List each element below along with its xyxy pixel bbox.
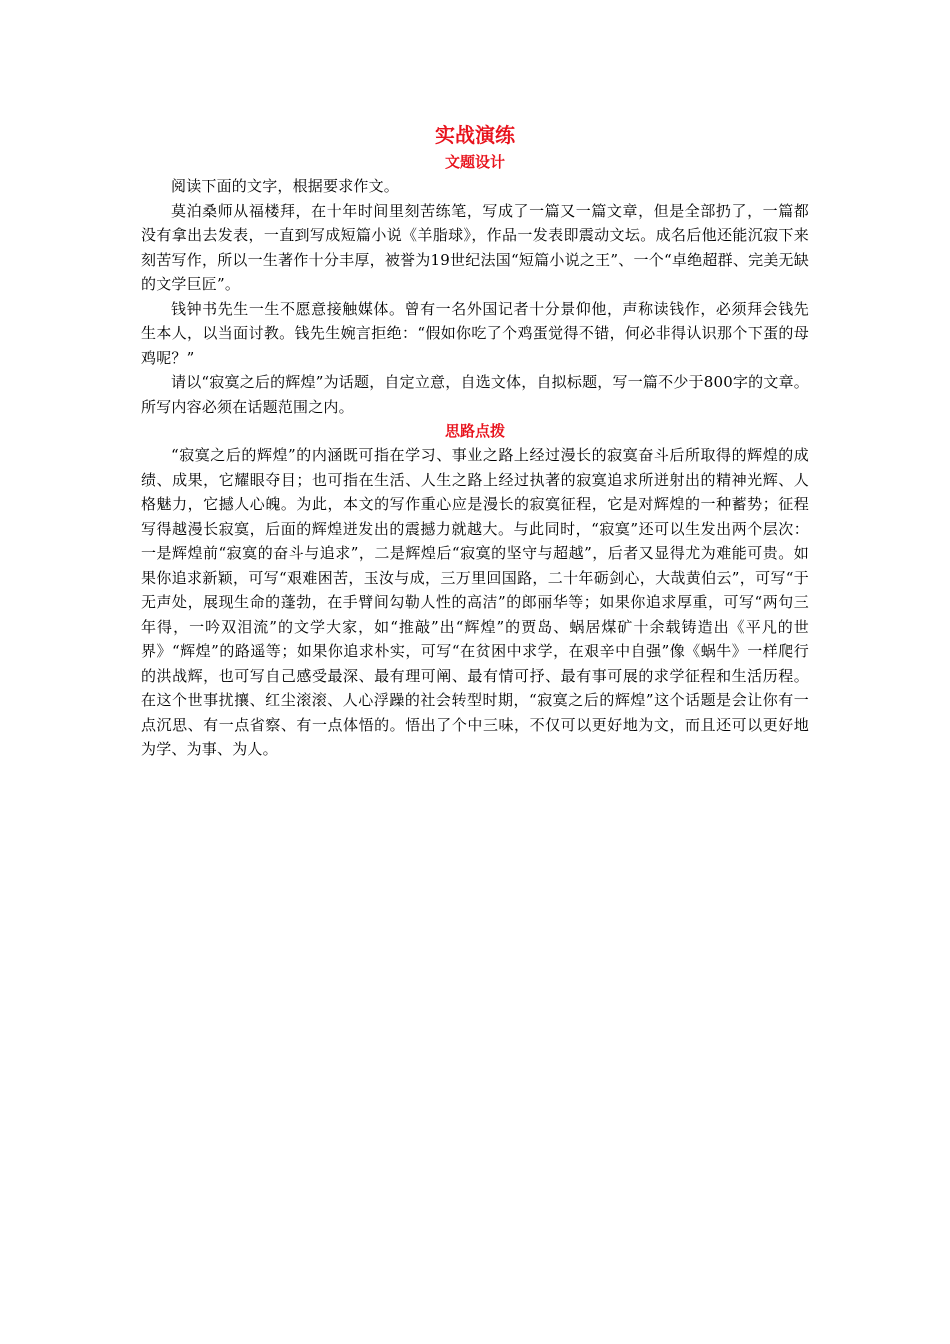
paragraph: “寂寞之后的辉煌”的内涵既可指在学习、事业之路上经过漫长的寂寞奋斗后所取得的辉煌的成绩、成果，它耀眼夺目；也可指在生活、人生之路上经过执著的寂寞追求所迸射出的精神光辉、人格魅力，它撼人心魄。为此，本文的写作重心应是漫长的寂寞征程，它是对辉煌的一种蓄势；征程写得越漫长寂寞，后面的辉煌迸发出的震撼力就越大。与此同时，“寂寞”还可以生发出两个层次：一是辉煌前“寂寞的奋斗与追求”，二是辉煌后“寂寞的坚守与超越”，后者又显得尤为难能可贵。如果你追求新颖，可写“艰难困苦，玉汝与成，三万里回国路，二十年砺剑心，大哉黄伯云”，可写“于无声处，展现生命的蓬勃，在手臂间勾勒人性的高洁”的郎丽华等；如果你追求厚重，可写“两句三年得，一吟双泪流”的文学大家，如“推敲”出“辉煌”的贾岛、蜗居煤矿十余载铸造出《平凡的世界》“辉煌”的路遥等；如果你追求朴实，可写“在贫困中求学，在艰辛中自强”像《蜗牛》一样爬行的洪战辉，也可写自己感受最深、最有理可阐、最有情可抒、最有事可展的求学征程和生活历程。在这个世事扰攘、红尘滚滚、人心浮躁的社会转型时期，“寂寞之后的辉煌”这个话题是会让你有一点沉思、有一点省察、有一点体悟的。悟出了个中三味，不仅可以更好地为文，而且还可以更好地为学、为事、为人。: [141, 446, 809, 758]
section-heading-topic-design: 文题设计: [444, 153, 505, 171]
document-title: 实战演练: [435, 123, 515, 147]
section-topic-design: [141, 150, 809, 419]
document-page: [141, 120, 809, 762]
paragraph: 钱钟书先生一生不愿意接触媒体。曾有一名外国记者十分景仰他，声称读钱作，必须拜会钱先生本人，以当面讨教。钱先生婉言拒绝：“假如你吃了个鸡蛋觉得不错，何必非得认识那个下蛋的母鸡呢？”: [141, 299, 809, 367]
paragraph: 请以“寂寞之后的辉煌”为话题，自定立意，自选文体，自拟标题，写一篇不少于800字的文章。所写内容必须在话题范围之内。: [141, 373, 809, 416]
section-heading-writing-guidance: 思路点拨: [444, 422, 505, 440]
paragraph: 莫泊桑师从福楼拜，在十年时间里刻苦练笔，写成了一篇又一篇文章，但是全部扔了，一篇都没有拿出去发表，一直到写成短篇小说《羊脂球》，作品一发表即震动文坛。成名后他还能沉寂下来刻苦写作，所以一生著作十分丰厚，被誉为19世纪法国“短篇小说之王”、一个“卓绝超群、完美无缺的文学巨匠”。: [141, 201, 809, 293]
section-writing-guidance: [141, 419, 809, 762]
paragraph: 阅读下面的文字，根据要求作文。: [171, 177, 400, 195]
